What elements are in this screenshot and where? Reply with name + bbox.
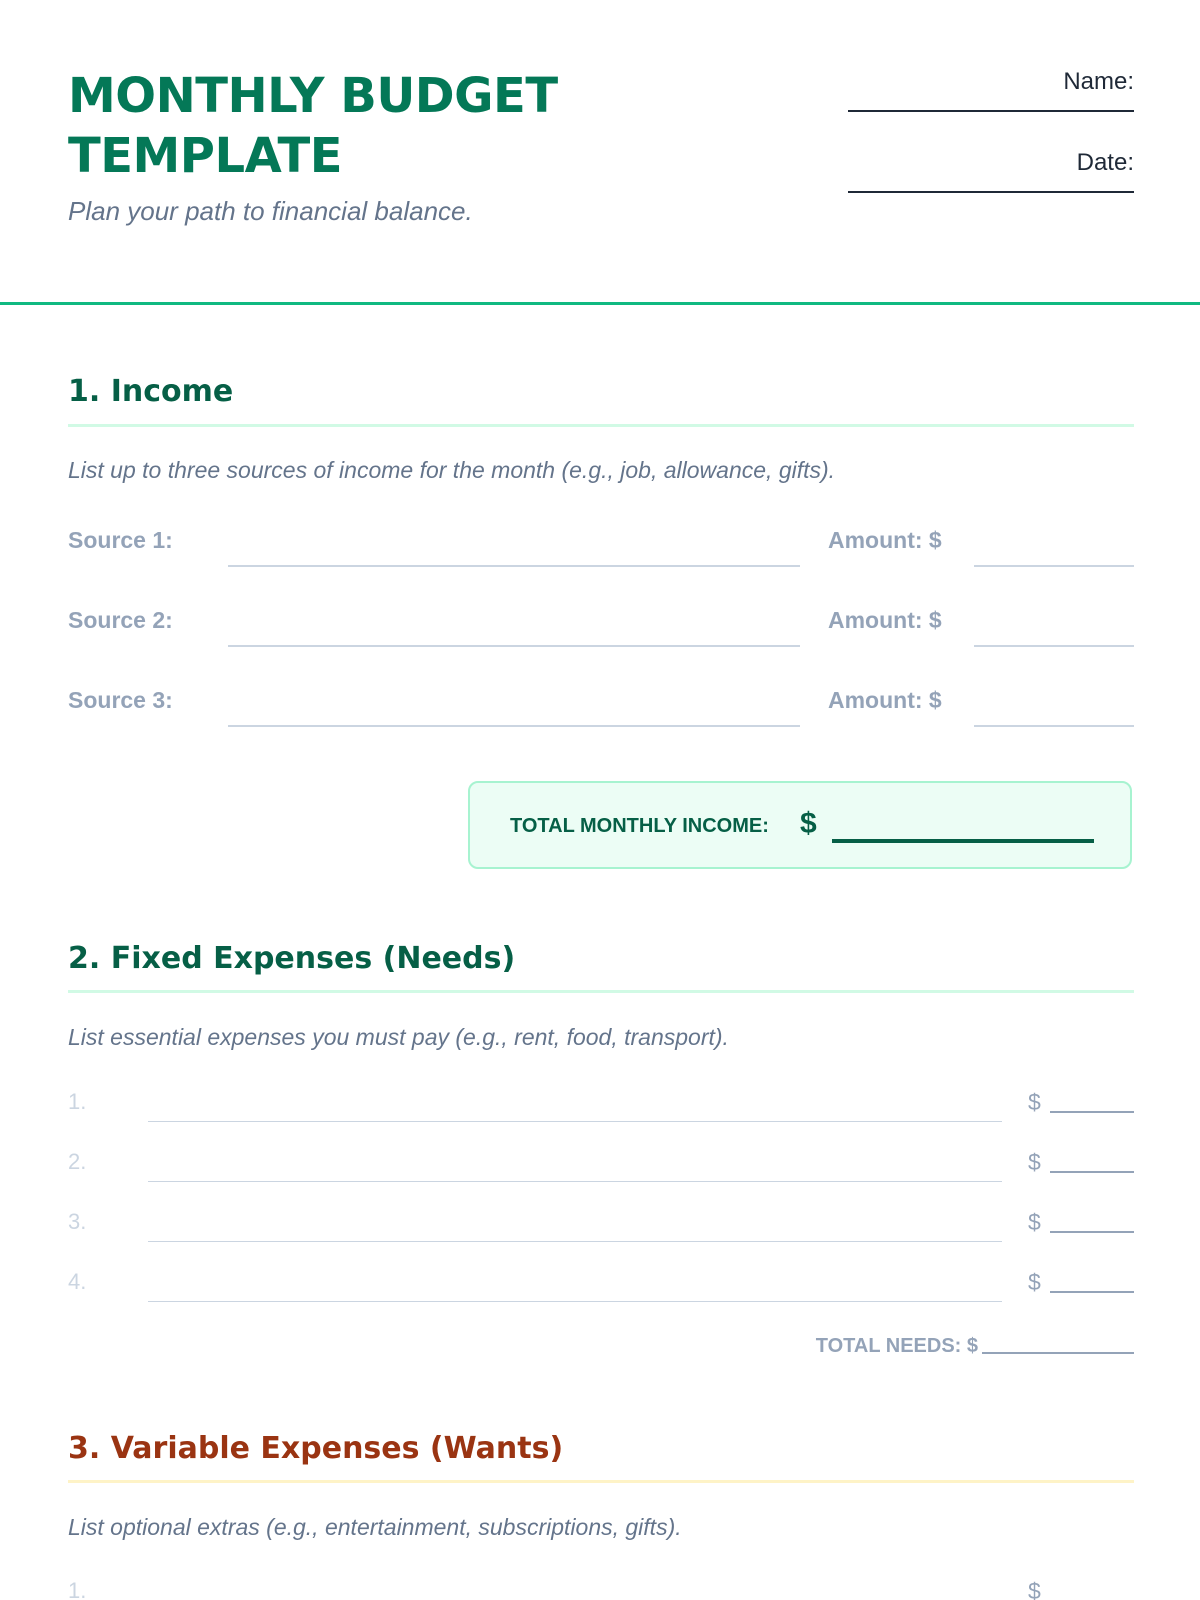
income-amount-label: Amount: $: [828, 527, 942, 553]
income-source-label: Source 2:: [68, 607, 173, 633]
income-source-input[interactable]: [228, 565, 800, 567]
page-title: [68, 66, 628, 186]
income-amount-input[interactable]: [974, 565, 1134, 567]
currency-symbol: $: [1028, 1209, 1041, 1235]
variable-expenses-section-rule: [68, 1480, 1134, 1483]
income-row: [68, 687, 1134, 737]
total-needs-label: TOTAL NEEDS: $: [815, 1335, 978, 1357]
income-source-input[interactable]: [228, 725, 800, 727]
expense-description-input[interactable]: [148, 1181, 1002, 1182]
header: [0, 0, 1200, 305]
currency-symbol: $: [1028, 1269, 1041, 1295]
income-source-input[interactable]: [228, 645, 800, 647]
variable-expense-row: [68, 1578, 1134, 1600]
total-needs: [816, 1335, 1134, 1358]
name-label: Name:: [1063, 68, 1134, 95]
fixed-expense-row: [68, 1089, 1134, 1133]
row-number: 1.: [68, 1089, 87, 1114]
page-subtitle: Plan your path to financial balance.: [68, 196, 473, 226]
title-line-2: TEMPLATE: [68, 128, 343, 184]
income-source-label: Source 1:: [68, 527, 173, 553]
row-number: 1.: [68, 1578, 87, 1600]
date-label: Date:: [1076, 149, 1134, 176]
currency-symbol: $: [1028, 1149, 1041, 1175]
total-income-input[interactable]: [832, 839, 1094, 843]
expense-description-input[interactable]: [148, 1121, 1002, 1122]
variable-expenses-hint: List optional extras (e.g., entertainment, subscriptions, gifts).: [68, 1514, 682, 1540]
name-field[interactable]: [834, 68, 1134, 112]
income-row: [68, 527, 1134, 577]
income-row: [68, 607, 1134, 657]
income-amount-label: Amount: $: [828, 687, 942, 713]
date-field[interactable]: [834, 149, 1134, 193]
row-number: 2.: [68, 1149, 87, 1174]
income-amount-input[interactable]: [974, 725, 1134, 727]
row-number: 3.: [68, 1209, 87, 1234]
total-income-currency: $: [800, 807, 817, 840]
income-hint: List up to three sources of income for the month (e.g., job, allowance, gifts).: [68, 457, 836, 483]
currency-symbol: $: [1028, 1089, 1041, 1115]
fixed-expenses-hint: List essential expenses you must pay (e.g., rent, food, transport).: [68, 1024, 729, 1050]
income-section-rule: [68, 424, 1134, 427]
expense-description-input[interactable]: [148, 1241, 1002, 1242]
row-number: 4.: [68, 1269, 87, 1294]
title-line-1: MONTHLY BUDGET: [68, 68, 558, 124]
expense-amount-input[interactable]: [1050, 1111, 1134, 1113]
income-section-title: 1. Income: [68, 374, 234, 409]
expense-description-input[interactable]: [148, 1301, 1002, 1302]
income-amount-label: Amount: $: [828, 607, 942, 633]
total-income-label: TOTAL MONTHLY INCOME:: [510, 815, 769, 837]
total-needs-input[interactable]: [982, 1352, 1134, 1354]
expense-amount-input[interactable]: [1050, 1291, 1134, 1293]
currency-symbol: $: [1028, 1578, 1041, 1600]
fixed-expense-row: [68, 1269, 1134, 1313]
fixed-expenses-section-title: 2. Fixed Expenses (Needs): [68, 941, 516, 976]
income-source-label: Source 3:: [68, 687, 173, 713]
total-income-box: [468, 781, 1132, 869]
fixed-expense-row: [68, 1209, 1134, 1253]
name-blank-line[interactable]: [848, 108, 1134, 112]
income-amount-input[interactable]: [974, 645, 1134, 647]
fixed-expense-row: [68, 1149, 1134, 1193]
fixed-expenses-section-rule: [68, 990, 1134, 993]
variable-expenses-section-title: 3. Variable Expenses (Wants): [68, 1431, 564, 1466]
expense-amount-input[interactable]: [1050, 1171, 1134, 1173]
expense-amount-input[interactable]: [1050, 1231, 1134, 1233]
date-blank-line[interactable]: [848, 189, 1134, 193]
